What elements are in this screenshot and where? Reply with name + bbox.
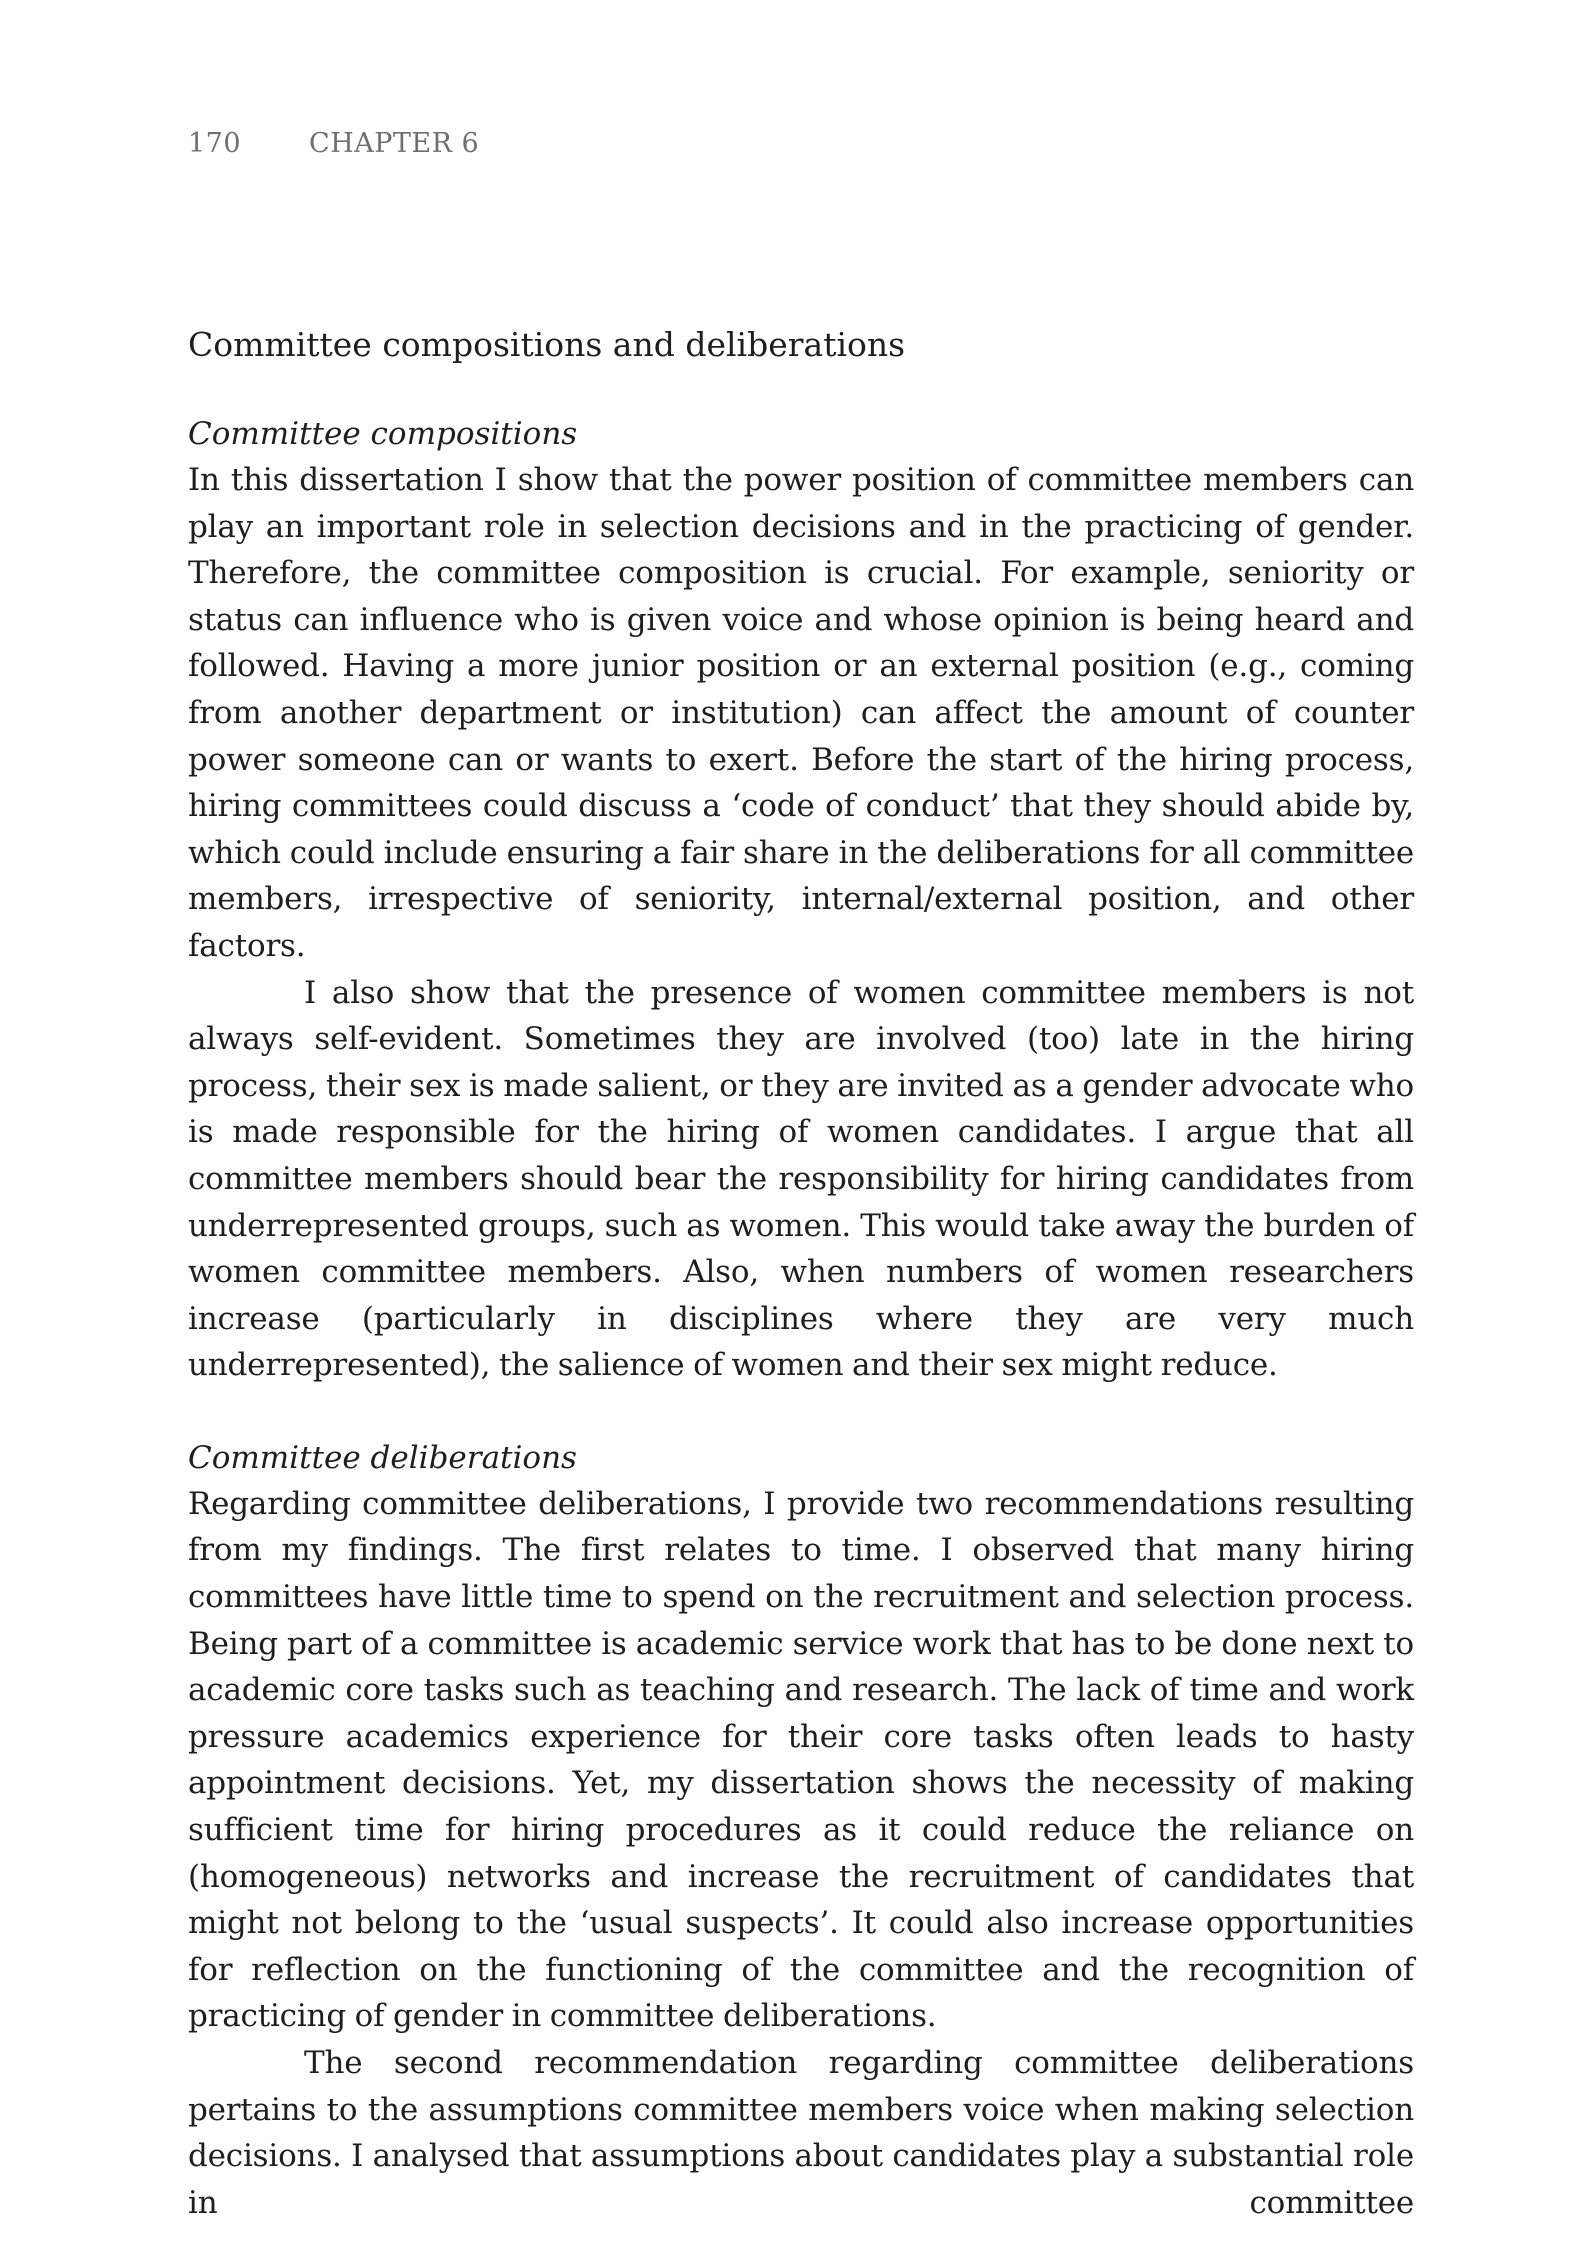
page-number: 170: [188, 128, 242, 159]
subsection-heading-compositions: Committee compositions: [188, 416, 578, 452]
paragraph: Regarding committee deliberations, I provide two recommendations resulting from my findings. The first relates to time. I observed that many hiring committees have little time to spend on the recruitment and selection process. Being part of a committee is academic service work that has to be done next to academic core tasks such as teaching and research. The lack of time and work pressure academics experience for their core tasks often leads to hasty appointment decisions. Yet, my dissertation shows the necessity of making sufficient time for hiring procedures as it could reduce the reliance on (homogeneous) networks and increase the recruitment of candidates that might not belong to the ‘usual suspects’. It could also increase opportunities for reflection on the functioning of the committee and the recognition of practicing of gender in committee deliberations.: [188, 1485, 1414, 2035]
paragraph: In this dissertation I show that the power position of committee members can play an important role in selection decisions and in the practicing of gender. Therefore, the committee composition is crucial. For example, seniority or status can influence who is given voice and whose opinion is being heard and followed. Having a more junior position or an external position (e.g., coming from another department or institution) can affect the amount of counter power someone can or wants to exert. Before the start of the hiring process, hiring committees could discuss a ‘code of conduct’ that they should abide by, which could include ensuring a fair share in the deliberations for all committee members, irrespective of seniority, internal/external position, and other factors.: [188, 462, 1414, 964]
paragraph: The second recommendation regarding committee deliberations pertains to the assumptions committee members voice when making selection decisions. I analysed that assumptions about candidates play a substantial role in committee: [188, 2045, 1414, 2221]
paragraph: I also show that the presence of women committee members is not always self-evident. Sometimes they are involved (too) late in the hiring process, their sex is made salient, or they are invited as a gender advocate who is made responsible for the hiring of women candidates. I argue that all committee members should bear the responsibility for hiring candidates from underrepresented groups, such as women. This would take away the burden of women committee members. Also, when numbers of women researchers increase (particularly in disciplines where they are very much underrepresented), the salience of women and their sex might reduce.: [188, 974, 1414, 1384]
section-title: Committee compositions and deliberations: [188, 325, 906, 364]
section-gap: [188, 1389, 1414, 1435]
page-body: [188, 322, 1414, 2226]
running-head: [188, 128, 479, 159]
subsection-heading-deliberations: Committee deliberations: [188, 1439, 577, 1476]
chapter-label: CHAPTER 6: [309, 128, 480, 159]
